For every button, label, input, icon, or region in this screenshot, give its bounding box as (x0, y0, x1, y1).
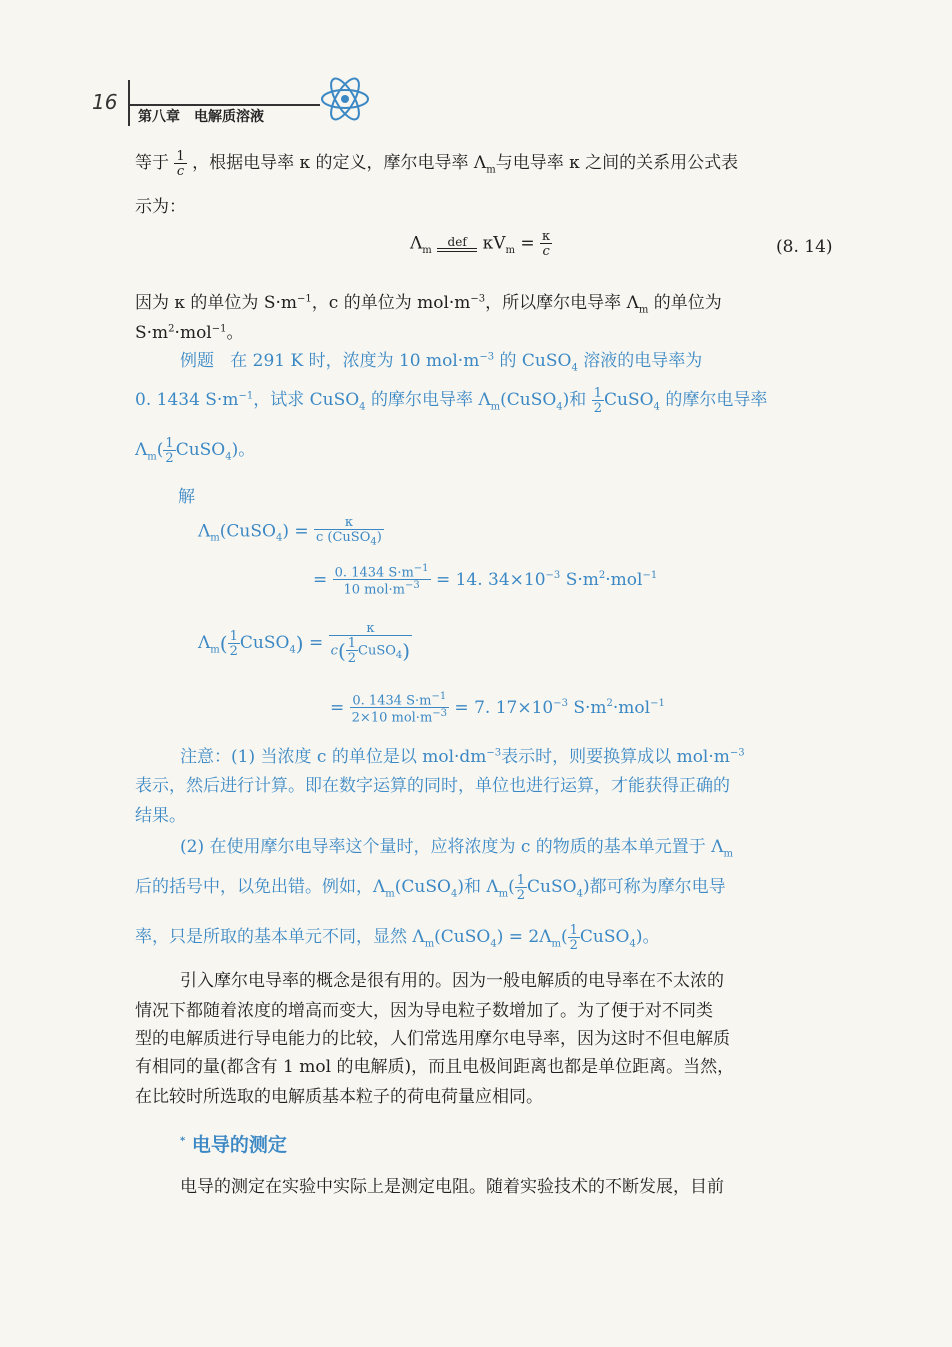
para4-line1: 电导的测定在实验中实际上是测定电阻。随着实验技术的不断发展，目前 (180, 1177, 724, 1197)
solution-label: 解 (178, 487, 195, 507)
note-line6: 率，只是所取的基本单元不同，显然 $\Lambda_m(CuSO_4) = 2\Lambda_m$( $\frac{1}{2}$ CuSO$_4$)。 (135, 922, 660, 953)
para2-line1: 因为 κ 的单位为 $S\cdot m^{-1}$，c 的单位为 $mol\cdot m^{-3}$，所以摩尔电导率 $\Lambda_m$ 的单位为 (135, 293, 722, 316)
solution-step3: $\Lambda_m$( $\frac{1}{2}$ CuSO$_4$) = κ c( $\frac{1}{2}$ CuSO$_4$) (198, 621, 411, 666)
header-divider-vertical (128, 80, 130, 126)
note-line1: 注意：(1) 当浓度 c 的单位是以 $mol\cdot dm^{-3}$表示时，则要换算成以 $mol\cdot m^{-3}$ (180, 747, 745, 767)
section-heading: * 电导的测定 (180, 1134, 287, 1156)
solution-step4: = $\frac{0. 1434 S\cdot m^{-1}}{2\times 10 mol\cdot m^{-3}}$ = 7. $17\times 10^{-3}$ $S\cdot m^2\cdot mol^{-1}$ (330, 691, 665, 726)
para3-line4: 有相同的量(都含有 1 mol 的电解质)，而且电极间距离也都是单位距离。当然， (135, 1057, 735, 1077)
page-number: 16 (92, 90, 118, 114)
para3-line1: 引入摩尔电导率的概念是很有用的。因为一般电解质的电导率在不太浓的 (180, 971, 724, 991)
example-line2: 0. 1434 $S\cdot m^{-1}$，试求 CuSO$_4$ 的摩尔电导率 $\Lambda_m(CuSO_4)$和 $\frac{1}{2}$ CuSO$_4$ 的摩尔电导率 (135, 385, 768, 416)
note-line3: 结果。 (135, 806, 186, 826)
example-line1: 例题 在 291 K 时，浓度为 10 $mol\cdot m^{-3}$ 的 CuSO$_4$ 溶液的电导率为 (180, 351, 703, 374)
atom-icon (318, 74, 372, 124)
note-line4: (2) 在使用摩尔电导率这个量时，应将浓度为 c 的物质的基本单元置于 $\Lambda_m$ (180, 837, 733, 860)
solution-step2: = $\frac{0. 1434 S\cdot m^{-1}}{10 mol\cdot m^{-3}}$ = 14. $34\times 10^{-3}$ $S\cdot m^2\cdot mol^{-1}$ (313, 563, 658, 598)
equation-8-14: $\Lambda_m$ def $\kappa V_m$ = $\frac{\kappa}{c}$ (410, 229, 551, 259)
para3-line2: 情况下都随着浓度的增高而变大，因为导电粒子数增加了。为了便于对不同类 (135, 1001, 713, 1021)
para3-line5: 在比较时所选取的电解质基本粒子的荷电荷量应相同。 (135, 1087, 543, 1107)
para3-line3: 型的电解质进行导电能力的比较，人们常选用摩尔电导率，因为这时不但电解质 (135, 1029, 730, 1049)
solution-step1: $\Lambda_m(CuSO_4)$ = $\frac{\kappa}{c (CuSO_4)}$ (198, 515, 382, 548)
para1-line2: 示为： (135, 197, 186, 217)
note-line2: 表示，然后进行计算。即在数字运算的同时，单位也进行运算，才能获得正确的 (135, 776, 730, 796)
chapter-title: 第八章 电解质溶液 (138, 109, 264, 125)
example-line3: $\Lambda_m$( $\frac{1}{2}$ CuSO$_4$)。 (135, 435, 256, 466)
equation-number: (8. 14) (776, 237, 833, 257)
note-line5: 后的括号中，以免出错。例如，$\Lambda_m(CuSO_4)$和 $\Lambda_m$( $\frac{1}{2}$ CuSO$_4$)都可称为摩尔电导 (135, 872, 726, 903)
para1-line1: 等于 $\frac{1}{c}$ ，根据电导率 κ 的定义，摩尔电导率 $\Lambda_m$与电导率 κ 之间的关系用公式表 (135, 148, 739, 179)
para2-line2: $S\cdot m^2\cdot mol^{-1}$。 (135, 323, 244, 343)
